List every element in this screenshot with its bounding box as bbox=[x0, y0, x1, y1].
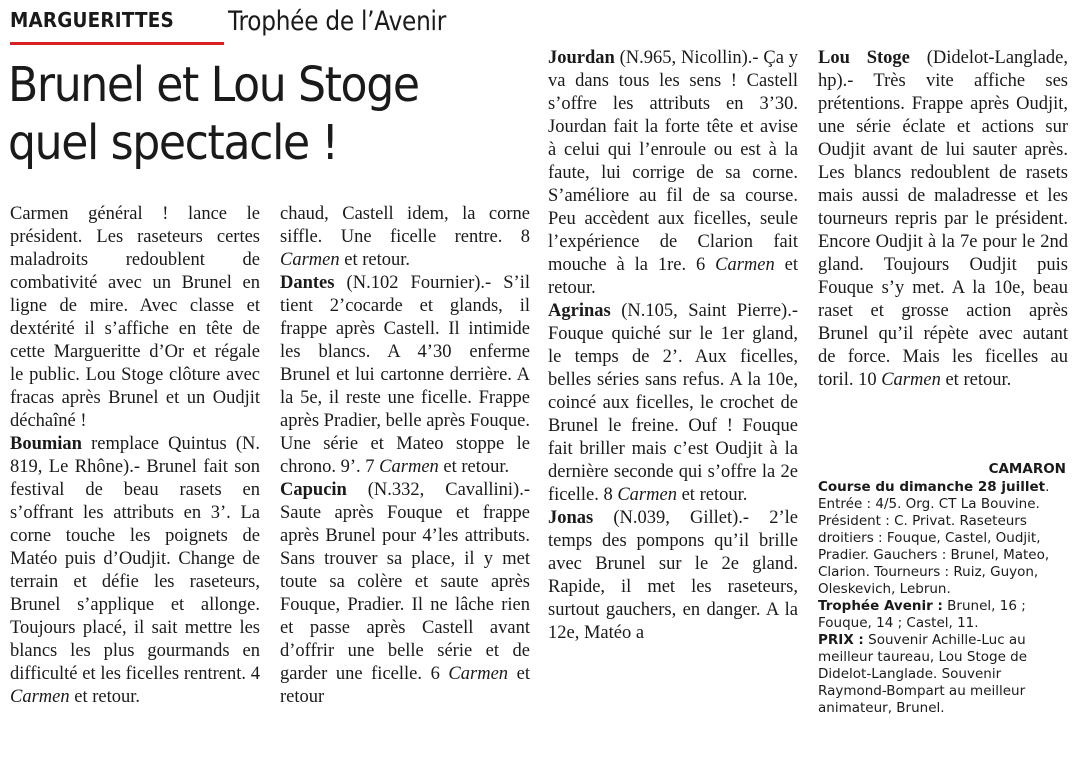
paragraph-tail: et retour. bbox=[940, 370, 1012, 390]
infobox-prix bbox=[818, 632, 1066, 717]
course-label: Course du dimanche 28 juillet bbox=[818, 479, 1046, 495]
paragraph-tail: et retour. bbox=[548, 255, 798, 298]
article-column-1 bbox=[10, 203, 260, 709]
bull-name: Jonas bbox=[548, 508, 594, 528]
kicker bbox=[10, 6, 447, 37]
paragraph-text: (N.102 Fournier).- S’il tient 2’cocarde et glands, il frappe après Castell. Il intimide les blancs. A 4’30 enferme Brunel et lui cartonne derrière. A la 5e, il reste une ficelle. Frappe après Pradier, belle après Fouque. Une série et Mateo stoppe le chrono. 9’. 7 bbox=[280, 273, 530, 477]
trophy-text: Brunel, 16 ; Fouque, 14 ; Castel, 11. bbox=[818, 598, 1026, 631]
paragraph-text: (N.039, Gillet).- 2’le temps des pompons qu’il brille avec Brunel sur le 2e gland. Rapide, il met les raseteurs, surtout gauchers, en danger. A la 12e, Matéo a bbox=[548, 508, 798, 643]
paragraph-text: (Didelot-Langlade, hp).- Très vite affiche ses prétentions. Frappe après Oudjit, une série éclate et actions sur Oudjit avant de lui sauter après. Les blancs redoublent de rasets mais aussi de maladresse et les tourneurs repris par le président. Encore Oudjit à la 7e pour le 2nd gland. Toujours Oudjit puis Fouque s’y met. A la 10e, beau raset et grosse action après Brunel qu’il répète avec autant de force. Mais les ficelles au toril. 10 bbox=[818, 48, 1068, 390]
prix-label: PRIX : bbox=[818, 632, 864, 648]
course-text: . Entrée : 4/5. Org. CT La Bouvine. Président : C. Privat. Raseteurs droitiers : Fouque, Castel, Oudjit, Pradier. Gauchers : Brunel, Mateo, Clarion. Tourneurs : Ruiz, Guyon, Oleskevich, Lebrun. bbox=[818, 479, 1050, 597]
paragraph-text: (N.965, Nicollin).- Ça y va dans tous les sens ! Castell s’offre les attributs en 3’30. Jourdan fait la forte tête et avise à celui qui l’enroule ou est à la faute, lui corrige de sa corne. S’améliore au fil de sa course. Peu accèdent aux ficelles, seule l’expérience de Clarion fait mouche à la 1re. 6 bbox=[548, 48, 798, 275]
bull-name: Lou Stoge bbox=[818, 48, 910, 68]
carmen-score: Carmen bbox=[10, 687, 70, 707]
paragraph-tail: et retour. bbox=[69, 687, 141, 707]
article-column-4 bbox=[818, 47, 1068, 392]
paragraph bbox=[280, 203, 530, 272]
bull-name: Boumian bbox=[10, 434, 82, 454]
paragraph bbox=[280, 479, 530, 709]
paragraph-text: (N.105, Saint Pierre).- Fouque quiché sur le 1er gland, le temps de 2’. Aux ficelles, belles séries sans refus. A la 10e, coincé aux ficelles, le crochet de Brunel le freine. Ouf ! Fouque fait briller mais c’est Oudjit à la dernière seconde qui s’offre la 2e ficelle. 8 bbox=[548, 301, 798, 505]
carmen-score: Carmen bbox=[715, 255, 775, 275]
article-column-3 bbox=[548, 47, 798, 645]
paragraph-tail: et retour. bbox=[676, 485, 748, 505]
paragraph-tail: et retour. bbox=[339, 250, 411, 270]
trophy-label: Trophée Avenir : bbox=[818, 598, 943, 614]
paragraph-text: Carmen général ! lance le président. Les raseteurs certes maladroits redoublent de combativité avec un Brunel en ligne de mire. Avec classe et dextérité il s’affiche en tête de cette Margueritte d’Or et régale le public. Lou Stoge clôture avec fracas après Brunel et un Oudjit déchaîné ! bbox=[10, 204, 260, 431]
infobox bbox=[818, 479, 1066, 717]
carmen-score: Carmen bbox=[881, 370, 941, 390]
bull-name: Jourdan bbox=[548, 48, 615, 68]
paragraph-text: remplace Quintus (N. 819, Le Rhône).- Brunel fait son festival de beau rasets en s’offrant les attributs en 3’. La corne touche les poignets de Matéo puis d’Oudjit. Change de terrain et défie les raseteurs, Brunel s’applique et allonge. Toujours placé, il sait mettre les blancs les plus gourmands en difficulté et les ficelles rentrent. 4 bbox=[10, 434, 260, 684]
bull-name: Capucin bbox=[280, 480, 347, 500]
paragraph bbox=[548, 47, 798, 300]
paragraph bbox=[548, 300, 798, 507]
article-column-2 bbox=[280, 203, 530, 709]
infobox-course bbox=[818, 479, 1066, 598]
paragraph bbox=[280, 272, 530, 479]
paragraph bbox=[818, 47, 1068, 392]
paragraph-tail: et retour bbox=[280, 664, 530, 707]
infobox-title: CAMARON bbox=[988, 461, 1066, 477]
paragraph bbox=[548, 507, 798, 645]
paragraph-text: chaud, Castell idem, la corne siffle. Une ficelle rentre. 8 bbox=[280, 204, 530, 247]
carmen-score: Carmen bbox=[280, 250, 340, 270]
carmen-score: Carmen bbox=[379, 457, 439, 477]
headline-line-1: Brunel et Lou Stoge bbox=[8, 57, 419, 113]
paragraph bbox=[10, 203, 260, 433]
location-label: MARGUERITTES bbox=[10, 8, 174, 32]
prix-text: Souvenir Achille-Luc au meilleur taureau, Lou Stoge de Didelot-Langlade. Souvenir Raymond-Bompart au meilleur animateur, Brunel. bbox=[818, 632, 1028, 716]
paragraph bbox=[10, 433, 260, 709]
bull-name: Dantes bbox=[280, 273, 335, 293]
section-title: Trophée de l’Avenir bbox=[228, 6, 447, 37]
infobox-trophy bbox=[818, 598, 1066, 632]
paragraph-tail: et retour. bbox=[438, 457, 510, 477]
paragraph-text: (N.332, Cavallini).- Saute après Fouque et frappe après Brunel pour 4’les attributs. Sans trouver sa place, il y met toute sa colère et saute après Fouque, Pradier. Il ne lâche rien et passe après Castell avant d’offrir une belle série et de garder une ficelle. 6 bbox=[280, 480, 530, 684]
bull-name: Agrinas bbox=[548, 301, 611, 321]
carmen-score: Carmen bbox=[448, 664, 509, 684]
headline bbox=[8, 56, 505, 172]
kicker-underline bbox=[10, 42, 224, 45]
carmen-score: Carmen bbox=[617, 485, 677, 505]
headline-line-2: quel spectacle ! bbox=[8, 115, 338, 171]
